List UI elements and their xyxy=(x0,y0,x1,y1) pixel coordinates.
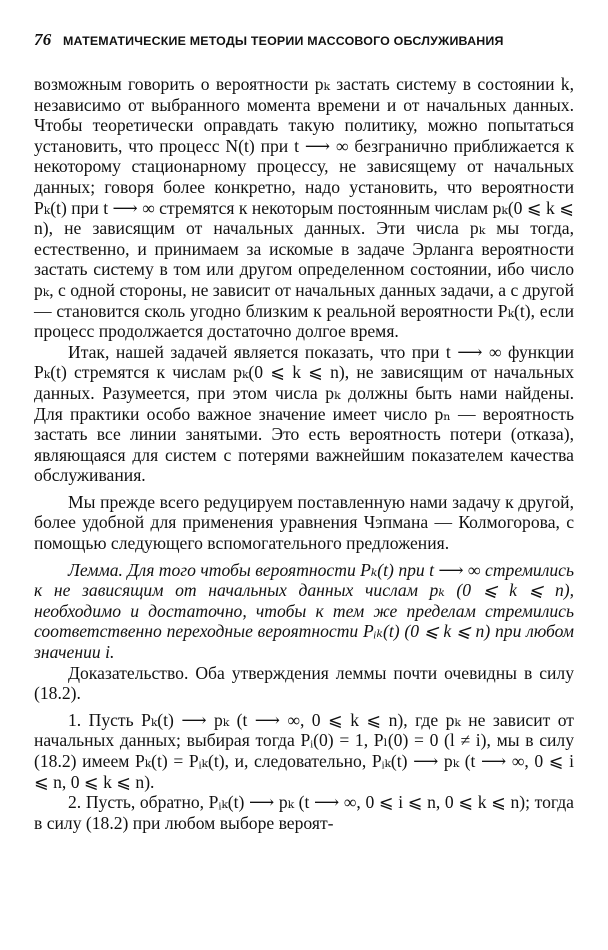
paragraph-1: возможным говорить о вероятности pₖ застать систему в состоянии k, независимо от выбранного момента времени и от начальных данных. Чтобы теоретически оправдать такую политику, можно попытаться установить, что процесс N(t) при t ⟶ ∞ безгранично приближается к некоторому стационарному процессу, не зависящему от начальных данных; говоря более конкретно, надо установить, что вероятности Pₖ(t) при t ⟶ ∞ стремятся к некоторым постоянным числам pₖ(0 ⩽ k ⩽ n), не зависящим от начальных данных. Эти числа pₖ мы тогда, естественно, и принимаем за искомые в задаче Эрланга вероятности застать систему в том или другом определенном состоянии, ибо число pₖ, с одной стороны, не зависит от начальных данных задачи, а с другой — становится сколь угодно близким к реальной вероятности Pₖ(t), если процесс продолжается достаточно долгое время. xyxy=(34,74,575,342)
page-header xyxy=(34,30,582,50)
paragraph-2: Итак, нашей задачей является показать, что при t ⟶ ∞ функции Pₖ(t) стремятся к числам pₖ(0 ⩽ k ⩽ n), не зависящим от начальных данных. Разумеется, при этом числа pₖ должны быть нами найдены. Для практики особо важное значение имеет число pₙ — вероятность застать все линии занятыми. Это есть вероятность потери (отказа), являющаяся для систем с потерями важнейшим показателем качества обслуживания. xyxy=(34,341,574,486)
lemma-paragraph: Лемма. Для того чтобы вероятности Pₖ(t) при t ⟶ ∞ стремились к не зависящим от начальных данных числам pₖ (0 ⩽ k ⩽ n), необходимо и достаточно, чтобы к тем же пределам стремились соответственно переходные вероятности Pᵢₖ(t) (0 ⩽ k ⩽ n) при любом значении i. xyxy=(34,559,574,663)
page-body xyxy=(34,74,574,833)
page-number: 76 xyxy=(34,30,52,49)
paragraph-3: Мы прежде всего редуцируем поставленную нами задачу к другой, более удобной для применения уравнения Чэпмана — Колмогорова, с помощью следующего вспомогательного предложения. xyxy=(34,491,574,554)
proof-paragraph: Доказательство. Оба утверждения леммы почти очевидны в силу (18.2). xyxy=(34,662,574,704)
proof-step-2: 2. Пусть, обратно, Pᵢₖ(t) ⟶ pₖ (t ⟶ ∞, 0 ⩽ i ⩽ n, 0 ⩽ k ⩽ n); тогда в силу (18.2) при любом выборе вероят- xyxy=(34,792,574,833)
running-title: МАТЕМАТИЧЕСКИЕ МЕТОДЫ ТЕОРИИ МАССОВОГО ОБСЛУЖИВАНИЯ xyxy=(63,34,504,48)
proof-step-1: 1. Пусть Pₖ(t) ⟶ pₖ (t ⟶ ∞, 0 ⩽ k ⩽ n), где pₖ не зависит от начальных данных; выбирая тогда Pᵢ(0) = 1, Pₗ(0) = 0 (l ≠ i), мы в силу (18.2) имеем Pₖ(t) = Pᵢₖ(t), и, следовательно, Pᵢₖ(t) ⟶ pₖ (t ⟶ ∞, 0 ⩽ i ⩽ n, 0 ⩽ k ⩽ n). xyxy=(34,709,574,792)
